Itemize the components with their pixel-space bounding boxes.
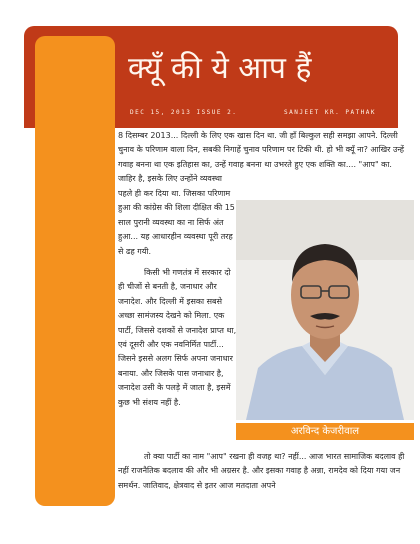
article-paragraph-3-text: किसी भी गणतंत्र में सरकार दो ही चीजों से बनती है, जनाधार और जनादेश. और दिल्ली में इसका सबसे अच्छा सामंजस्य देखने को मिला. एक पार्टी, जिससे दशकों से जनादेश प्राप्त था, एवं दूसरी और एक नवनिर्मित पार्टी... जिसने इससे अलग सिर्फ अपना जनाधार बनाया. और जिसके पास जनाधार है, जनादेश उसी के पलड़े में जाता है, इसमें कुछ भी संशय नहीं है. xyxy=(118,268,237,407)
issue-date: DEC 15, 2013 ISSUE 2. xyxy=(130,109,238,116)
author-name: SANJEET KR. PATHAK xyxy=(284,109,377,116)
portrait-illustration xyxy=(236,200,414,420)
portrait-photo xyxy=(236,200,414,420)
page-title: क्यूँ की ये आप हैं xyxy=(128,51,312,86)
article-paragraph-4 xyxy=(118,450,410,493)
orange-sidebar xyxy=(35,36,115,506)
article-paragraph-3 xyxy=(118,266,238,410)
article-paragraph-4-text: तो क्या पार्टी का नाम "आप" रखना ही वजह था? नहीं... आज भारत सामाजिक बदलाव ही नहीं राजनैतिक बदलाव की और भी अग्रसर है. और इसका गवाह है अन्ना, रामदेव को दिया गया जन समर्थन. जातिवाद, क्षेत्रवाद से इतर आज मतदाता अपने xyxy=(118,452,405,490)
article-paragraph-2: पहले ही कर दिया था. जिसका परिणाम हुआ की कांग्रेस की शिला दीक्षित की 15 साल पुरानी व्यवस्था का ना सिर्फ अंत हुआ... यह आधारहीन व्यवस्था पूरी तरह से ढह गयी. xyxy=(118,189,235,256)
article-paragraph-1: 8 दिसम्बर 2013... दिल्ली के लिए एक खास दिन था. जी हाँ बिल्कुल सही समझा आपने. दिल्ली चुनाव के परिणाम वाला दिन, सबकी निगाहें चुनाव परिणाम पर टिकी थी. हो भी क्यूँ ना? आखिर उन्हें गवाह बनना था एक इतिहास का, उन्हें गवाह बनना था उभरते हुए एक शक्ति का.... "आप" का. जाहिर है, इसके लिए उन्होंने व्यवस्था xyxy=(118,131,404,184)
photo-caption: अरविन्द केजरीवाल xyxy=(290,426,360,437)
